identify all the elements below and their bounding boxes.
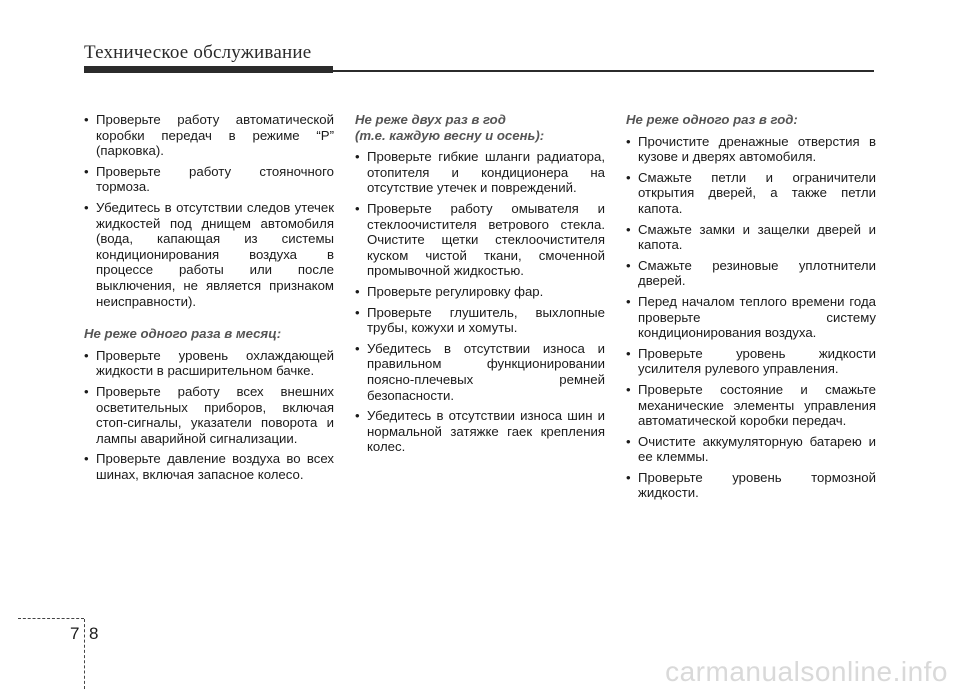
list-item: • Прочистите дренажные отверстия в кузове и дверях автомобиля.	[626, 134, 876, 165]
column-1	[84, 112, 334, 487]
header-rule-thick	[84, 66, 333, 73]
header-rule-thin	[333, 70, 874, 72]
page-number: 8	[89, 624, 99, 643]
watermark-text: carmanualsonline.info	[665, 656, 948, 687]
list-item: • Смажьте петли и ограничители открытия дверей, а также петли капота.	[626, 170, 876, 217]
list-item: • Проверьте состояние и смажьте механические элементы управления автоматической коробки передач.	[626, 382, 876, 429]
bullet-list	[355, 149, 605, 455]
footer-divider-horizontal	[18, 618, 84, 619]
list-item: • Смажьте резиновые уплотнители дверей.	[626, 258, 876, 289]
list-item: • Очистите аккумуляторную батарею и ее клеммы.	[626, 434, 876, 465]
list-item: • Перед началом теплого времени года проверьте систему кондиционирования воздуха.	[626, 294, 876, 341]
section-heading-line: Не реже двух раз в год	[355, 112, 506, 127]
list-item: • Проверьте работу омывателя и стеклоочистителя ветрового стекла. Очистите щетки стеклоочистителя куском чистой ткани, смоченной промывочной жидкостью.	[355, 201, 605, 279]
list-item: • Проверьте работу стояночного тормоза.	[84, 164, 334, 195]
list-item: • Проверьте уровень охлаждающей жидкости в расширительном бачке.	[84, 348, 334, 379]
column-2	[355, 112, 605, 460]
list-item: • Проверьте уровень тормозной жидкости.	[626, 470, 876, 501]
list-item: • Убедитесь в отсутствии износа и правильном функционировании поясно-плечевых ремней безопасности.	[355, 341, 605, 403]
section-heading-monthly: Не реже одного раза в месяц:	[84, 326, 282, 342]
list-item: • Смажьте замки и защелки дверей и капота.	[626, 222, 876, 253]
list-item: • Проверьте регулировку фар.	[355, 284, 605, 300]
list-item: • Убедитесь в отсутствии следов утечек жидкостей под днищем автомобиля (вода, капающая из системы кондиционирования воздуха в процессе работы или после выключения, не является признаком неисправности).	[84, 200, 334, 309]
bullet-list	[84, 112, 334, 309]
list-item: • Проверьте работу всех внешних осветительных приборов, включая стоп-сигналы, указатели поворота и лампы аварийной сигнализации.	[84, 384, 334, 446]
list-item: • Проверьте гибкие шланги радиатора, отопителя и кондиционера на отсутствие утечек и повреждений.	[355, 149, 605, 196]
list-item: • Проверьте давление воздуха во всех шинах, включая запасное колесо.	[84, 451, 334, 482]
section-heading-yearly: Не реже одного раз в год:	[626, 112, 798, 127]
column-3	[626, 112, 876, 506]
footer-divider-vertical	[84, 619, 85, 689]
section-heading-line: (т.е. каждую весну и осень):	[355, 127, 545, 143]
list-item: • Проверьте уровень жидкости усилителя рулевого управления.	[626, 346, 876, 377]
bullet-list	[84, 348, 334, 483]
list-item: • Проверьте глушитель, выхлопные трубы, кожухи и хомуты.	[355, 305, 605, 336]
page-title: Техническое обслуживание	[84, 42, 312, 63]
bullet-list	[626, 134, 876, 501]
list-item: • Убедитесь в отсутствии износа шин и нормальной затяжке гаек крепления колес.	[355, 408, 605, 455]
list-item: • Проверьте работу автоматической коробки передач в режиме “P” (парковка).	[84, 112, 334, 159]
chapter-number: 7	[70, 624, 80, 643]
section-heading-biannual	[355, 112, 605, 143]
